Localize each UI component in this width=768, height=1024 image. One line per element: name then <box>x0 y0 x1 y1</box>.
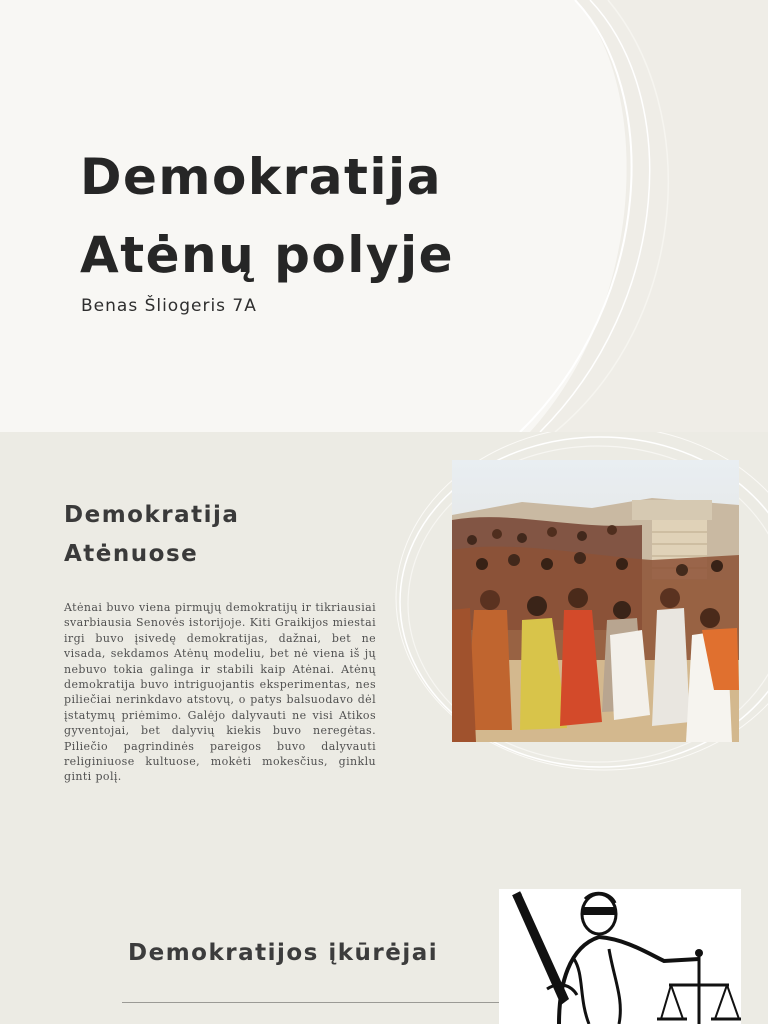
presentation-title <box>80 138 560 294</box>
body-paragraph: Atėnai buvo viena pirmųjų demokratijų ir tikriausiai svarbiausia Senovės istorijoje. Kiti Graikijos miestai irgi buvo įsivedę demokratijas, dažnai, bet ne visada, sekdamos Atėnų modeliu, bet nė viena iš jų nebuvo tokia galinga ir stabili kaip Atėnai. Atėnų demokratija buvo intriguojantis eksperimentas, nes piliečiai nerinkdavo atstovų, o patys balsuodavo dėl įstatymų priėmimo. Galėjo dalyvauti ne visi Atikos gyventojai, bet dalyvių kiekis buvo neregėtas. Piliečio pagrindinės pareigos buvo dalyvauti religiniuose kultuose, mokėti mokesčius, ginklu ginti polį. <box>64 601 376 784</box>
athens-assembly-image <box>452 460 739 742</box>
title-line-1: Demokratija <box>80 148 442 206</box>
author-subtitle: Benas Šliogeris 7A <box>81 296 257 316</box>
section-heading <box>64 496 364 574</box>
lady-justice-image <box>499 889 741 1024</box>
founders-slide <box>0 864 768 1024</box>
founders-heading: Demokratijos įkūrėjai <box>128 940 439 966</box>
content-slide <box>0 432 768 864</box>
heading-line-1: Demokratija <box>64 502 240 528</box>
title-slide <box>0 0 768 432</box>
heading-line-2: Atėnuose <box>64 541 199 567</box>
title-line-2: Atėnų polyje <box>80 226 455 284</box>
divider-line <box>122 1002 500 1003</box>
